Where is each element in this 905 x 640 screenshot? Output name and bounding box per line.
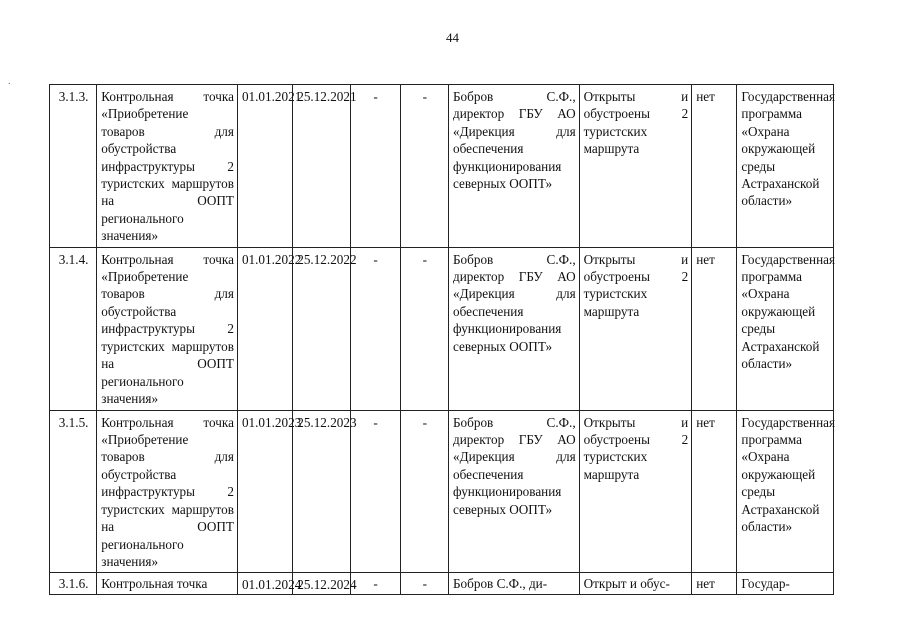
start-date: 01.01.2021 [237, 85, 292, 248]
program-name: Государственная программа «Охрана окружающей среды Астраханской области» [737, 247, 834, 410]
table-row [50, 573, 834, 594]
program-name: Государственная программа «Охрана окружающей среды Астраханской области» [737, 85, 834, 248]
end-date: 25.12.2022 [293, 247, 350, 410]
event-description: Контрольная точка «Приобретение товаров для обустройства инфраструктуры 2 туристских маршрутов на ООПТ регионального значения» [97, 410, 238, 573]
event-description: Контрольная точка «Приобретение товаров для обустройства инфраструктуры 2 туристских маршрутов на ООПТ регионального значения» [97, 85, 238, 248]
row-number: 3.1.4. [50, 247, 97, 410]
empty-value: - [400, 247, 448, 410]
expected-result: Открыты и обустроены 2 туристских маршрута [579, 410, 692, 573]
empty-value: - [350, 410, 400, 573]
program-name: Государ- [737, 573, 834, 594]
table-row [50, 85, 834, 248]
row-number: 3.1.5. [50, 410, 97, 573]
row-number: 3.1.3. [50, 85, 97, 248]
empty-value: - [350, 573, 400, 594]
start-date: 01.01.2022 [237, 247, 292, 410]
end-date: 25.12.2021 [293, 85, 350, 248]
responsible-person: Бобров С.Ф., ди- [448, 573, 579, 594]
schedule-table [49, 84, 834, 595]
responsible-person: Бобров С.Ф., директор ГБУ АО «Дирекция для обеспечения функционирования северных ООПТ» [448, 85, 579, 248]
table-row [50, 247, 834, 410]
expected-result: Открыты и обустроены 2 туристских маршрута [579, 85, 692, 248]
event-description: Контрольная точка [97, 573, 238, 594]
expected-result: Открыты и обустроены 2 туристских маршрута [579, 247, 692, 410]
flag-value: нет [692, 85, 737, 248]
event-description: Контрольная точка «Приобретение товаров для обустройства инфраструктуры 2 туристских маршрутов на ООПТ регионального значения» [97, 247, 238, 410]
responsible-person: Бобров С.Ф., директор ГБУ АО «Дирекция для обеспечения функционирования северных ООПТ» [448, 410, 579, 573]
margin-mark: . [8, 76, 11, 87]
empty-value: - [400, 410, 448, 573]
flag-value: нет [692, 247, 737, 410]
page-number: 44 [446, 30, 459, 45]
end-date: 25.12.2024 [293, 573, 350, 594]
start-date: 01.01.2024 [237, 573, 292, 594]
empty-value: - [350, 85, 400, 248]
empty-value: - [400, 573, 448, 594]
table-row [50, 410, 834, 573]
flag-value: нет [692, 573, 737, 594]
expected-result: Открыт и обус- [579, 573, 692, 594]
program-name: Государственная программа «Охрана окружающей среды Астраханской области» [737, 410, 834, 573]
start-date: 01.01.2023 [237, 410, 292, 573]
end-date: 25.12.2023 [293, 410, 350, 573]
row-number: 3.1.6. [50, 573, 97, 594]
flag-value: нет [692, 410, 737, 573]
empty-value: - [350, 247, 400, 410]
responsible-person: Бобров С.Ф., директор ГБУ АО «Дирекция для обеспечения функционирования северных ООПТ» [448, 247, 579, 410]
empty-value: - [400, 85, 448, 248]
